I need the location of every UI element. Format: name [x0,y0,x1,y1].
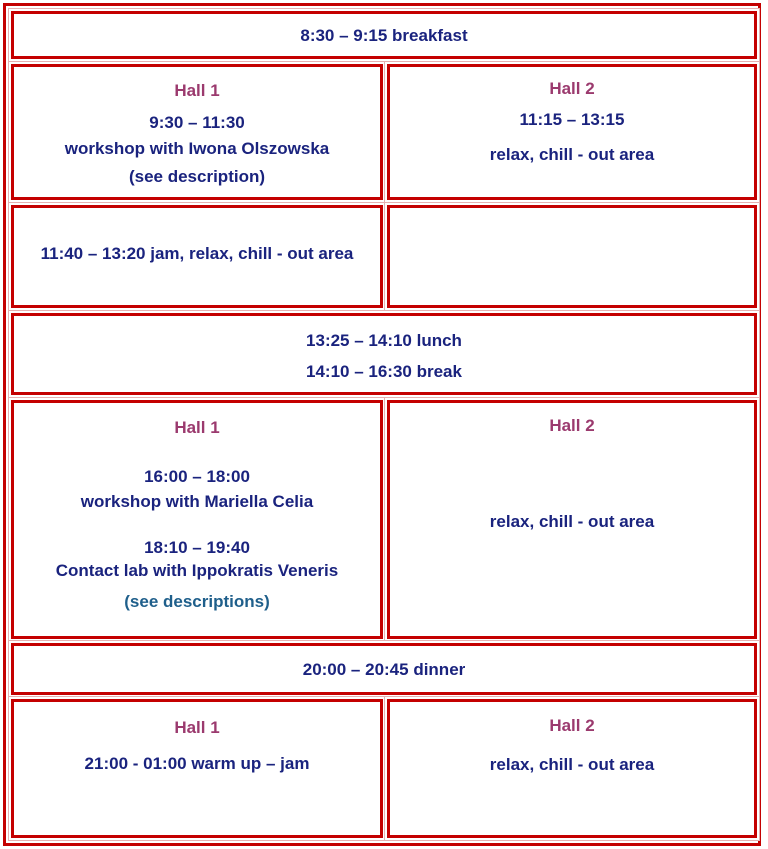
dinner-text: 20:00 – 20:45 dinner [302,660,466,679]
morning-hall2-cell [387,64,757,200]
afternoon-hall2-cell [387,400,757,639]
jam-morning-cell [11,205,383,308]
afternoon-hall1-label: Hall 1 [174,418,220,437]
break-text: 14:10 – 16:30 break [306,362,462,381]
jam-morning-text: 11:40 – 13:20 jam, relax, chill - out area [40,244,354,263]
afternoon-lab-time: 18:10 – 19:40 [144,538,250,557]
morning-hall1-label: Hall 1 [174,81,220,100]
afternoon-hall1-cell [11,400,383,639]
evening-hall2-cell [387,699,757,838]
morning-hall1-note[interactable]: (see description) [128,167,266,186]
morning-hall2-label: Hall 2 [549,79,595,98]
empty-cell [387,205,757,308]
evening-hall2-label: Hall 2 [549,716,595,735]
breakfast-text: 8:30 – 9:15 breakfast [300,26,468,45]
evening-hall1-cell [11,699,383,838]
afternoon-hall1-note[interactable]: (see descriptions) [124,592,270,611]
morning-hall1-title: workshop with Iwona Olszowska [64,139,330,158]
dinner-row [11,643,757,695]
afternoon-hall2-label: Hall 2 [549,416,595,435]
lunch-break-row [11,313,757,395]
morning-hall2-time: 11:15 – 13:15 [519,110,625,129]
evening-hall1-label: Hall 1 [174,718,220,737]
afternoon-workshop-time: 16:00 – 18:00 [144,467,250,486]
breakfast-row [11,11,757,59]
afternoon-workshop-title: workshop with Mariella Celia [80,492,314,511]
afternoon-hall2-activity: relax, chill - out area [489,512,655,531]
morning-hall1-time: 9:30 – 11:30 [149,113,245,132]
morning-hall1-cell [11,64,383,200]
evening-hall2-activity: relax, chill - out area [489,755,655,774]
afternoon-lab-title: Contact lab with Ippokratis Veneris [55,561,339,580]
lunch-text: 13:25 – 14:10 lunch [306,331,462,350]
evening-hall1-activity: 21:00 - 01:00 warm up – jam [84,754,310,773]
morning-hall2-activity: relax, chill - out area [489,145,655,164]
